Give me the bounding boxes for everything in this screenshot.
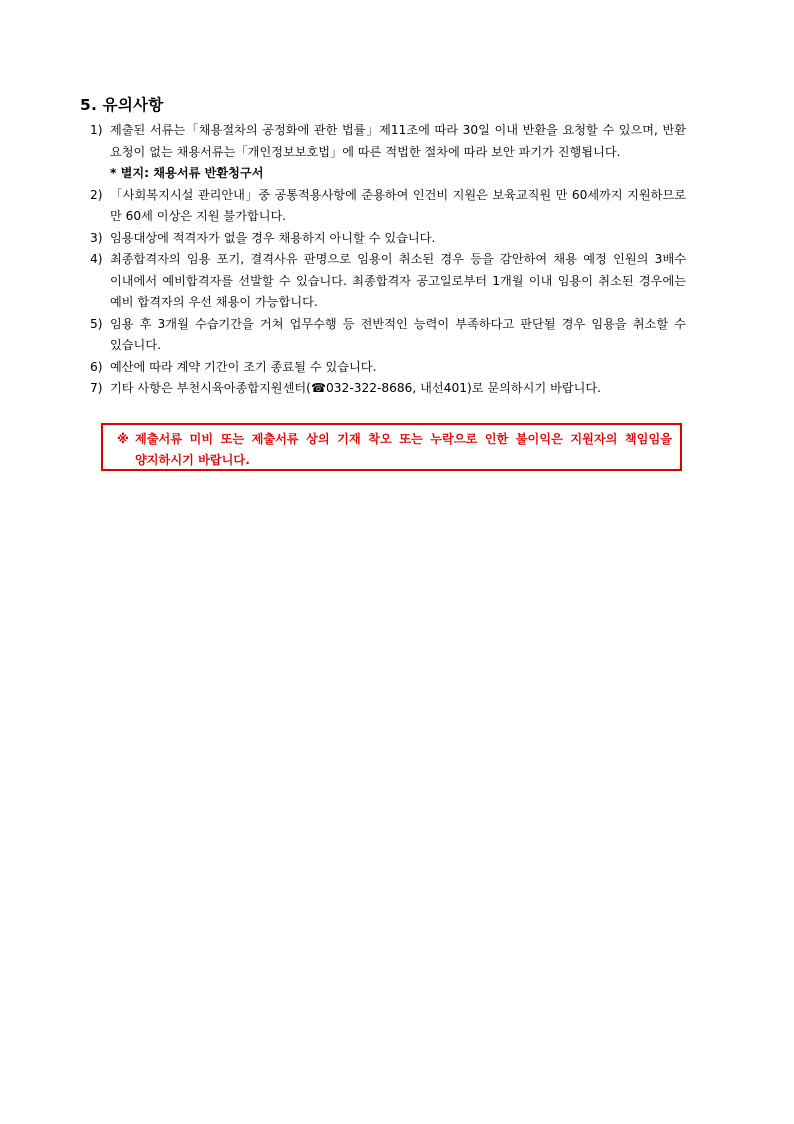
list-item	[90, 357, 686, 379]
item-text: 「사회복지시설 관리안내」중 공통적용사항에 준용하여 인건비 지원은 보육교직원 만 60세까지 지원하므로 만 60세 이상은 지원 불가합니다.	[110, 187, 686, 223]
list-item	[90, 228, 686, 250]
warning-line	[117, 429, 672, 471]
item-text	[110, 120, 686, 185]
item-text: 임용대상에 적격자가 없을 경우 채용하지 아니할 수 있습니다.	[110, 230, 436, 245]
item-text: 최종합격자의 임용 포기, 결격사유 판명으로 임용이 취소된 경우 등을 감안하여 채용 예정 인원의 3배수 이내에서 예비합격자를 선발할 수 있습니다. 최종합격자 공고일로부터 1개월 이내 임용이 취소된 경우에는 예비 합격자의 우선 채용이 가능합니다.	[110, 252, 686, 309]
item-number: 3)	[90, 230, 103, 245]
item-number: 7)	[90, 381, 103, 395]
item-number: 5)	[90, 316, 103, 331]
item-text: 임용 후 3개월 수습기간을 거쳐 업무수행 등 전반적인 능력이 부족하다고 판단될 경우 임용을 취소할 수 있습니다.	[110, 316, 686, 352]
list-item	[90, 249, 686, 314]
item-body: 제출된 서류는「채용절차의 공정화에 관한 법률」제11조에 따라 30일 이내 반환을 요청할 수 있으며, 반환 요청이 없는 채용서류는「개인정보보호법」에 따른 적법한 절차에 따라 보안 파기가 진행됩니다.	[110, 123, 686, 159]
list-item	[90, 120, 686, 185]
notice-list	[90, 120, 686, 400]
list-item	[90, 314, 686, 357]
warning-text: 제출서류 미비 또는 제출서류 상의 기재 착오 또는 누락으로 인한 불이익은 지원자의 책임임을 양지하시기 바랍니다.	[135, 432, 672, 467]
item-text: 예산에 따라 계약 기간이 조기 종료될 수 있습니다.	[110, 359, 377, 374]
list-item	[90, 185, 686, 228]
item-number: 6)	[90, 359, 103, 374]
item-text: 기타 사항은 부천시육아종합지원센터(☎032-322-8686, 내선401)로 문의하시기 바랍니다.	[110, 381, 602, 395]
item-number: 4)	[90, 252, 103, 266]
warning-box	[101, 423, 682, 471]
item-number: 1)	[90, 123, 103, 137]
attachment-note: * 별지: 채용서류 반환청구서	[110, 166, 264, 180]
item-number: 2)	[90, 187, 103, 202]
section-title: 5. 유의사항	[80, 96, 164, 114]
reference-mark-icon: ※	[117, 432, 129, 446]
list-item	[90, 378, 686, 400]
